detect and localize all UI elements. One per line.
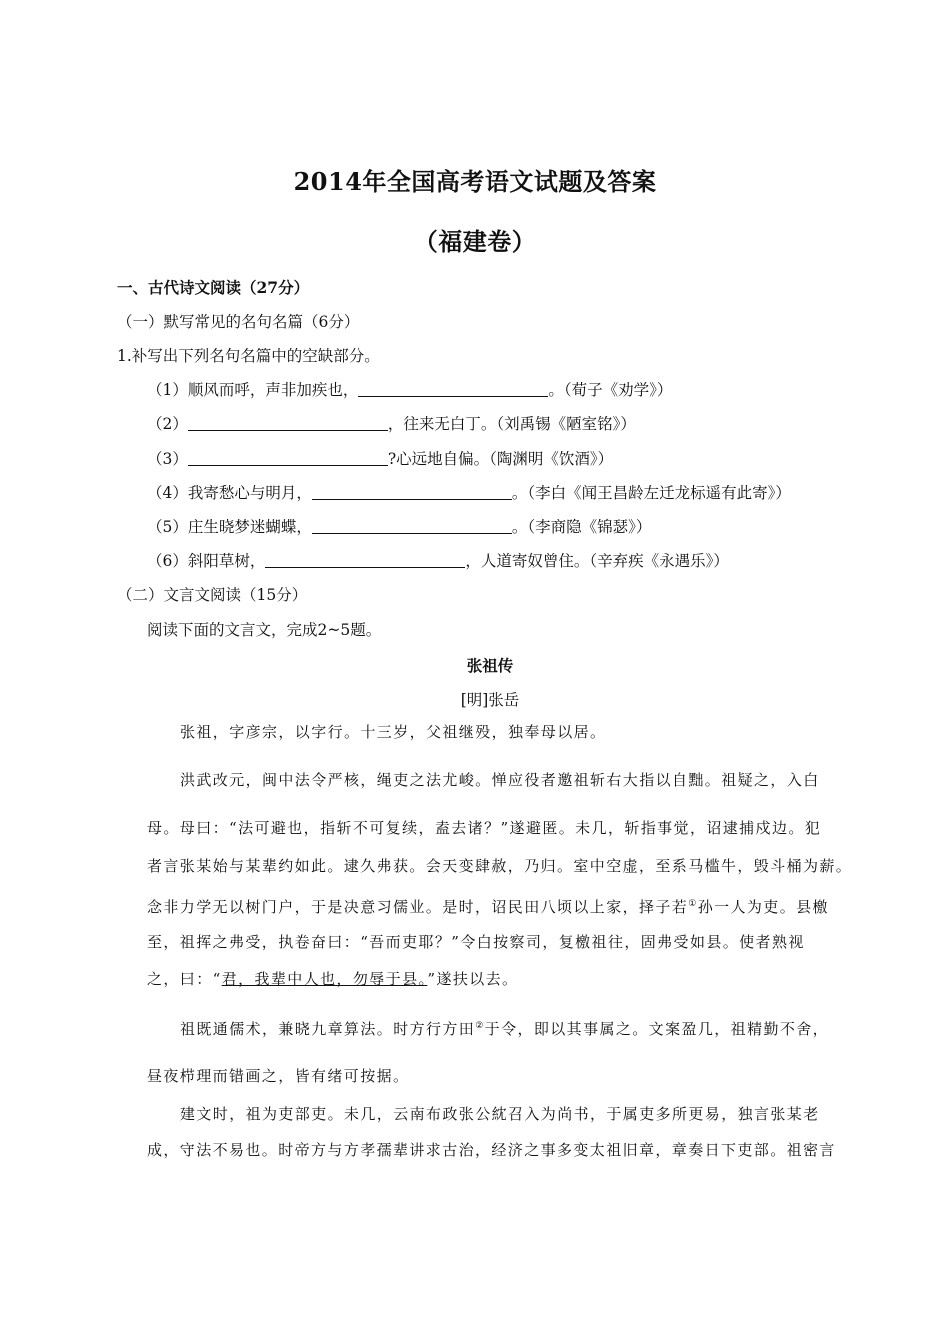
passage-paragraph-2-line-3: 者言张某始与某辈约如此。逮久弗获。会天变肆赦，乃归。室中空虚，至系马槛牛，毁斗桶为薪。 (147, 857, 853, 875)
section-heading: 一、古代诗文阅读（27分） (117, 278, 310, 297)
item-text-after: 。（李白《闻王昌龄左迁龙标遥有此寄》） (511, 484, 791, 502)
blank-item-1 (147, 380, 672, 400)
passage-paragraph-2-line-1: 洪武改元，闽中法令严核，绳吏之法尤峻。惮应役者邀祖斩右大指以自黜。祖疑之，入白 (180, 771, 820, 789)
blank-item-6 (147, 551, 729, 571)
item-number: （6） (147, 552, 188, 570)
part1-heading: （一）默写常见的名句名篇（6分） (117, 313, 360, 331)
blank-item-5 (147, 517, 651, 537)
item-text-after: ，人道寄奴曾住。（辛弃疾《永遇乐》） (465, 552, 729, 570)
answer-blank[interactable] (188, 450, 388, 466)
footnote-marker-2: ② (475, 1021, 485, 1031)
passage-paragraph-2-line-2: 母。母曰：“法可避也，指斩不可复续，盍去诸？”遂避匿。未几，斩指事觉，诏逮捕戍边。犯 (147, 819, 822, 837)
passage-paragraph-2-line-6 (147, 969, 837, 989)
text-segment: ”遂扶以去。 (427, 970, 519, 988)
item-number: （3） (147, 450, 188, 468)
passage-author: [明]张岳 (460, 691, 520, 709)
item-text-before: 顺风而呼，声非加疾也， (187, 381, 359, 399)
text-segment: 孙一人为吏。县檄 (697, 898, 829, 916)
item-text-before: 斜阳草树， (187, 552, 266, 570)
passage-paragraph-3-line-1 (180, 1016, 870, 1039)
item-number: （1） (147, 381, 188, 399)
item-number: （4） (147, 484, 188, 502)
item-text-after: 。（荀子《劝学》） (548, 381, 673, 399)
part2-instruction: 阅读下面的文言文，完成2~5题。 (147, 621, 382, 639)
question1-prompt: 1.补写出下列名句名篇中的空缺部分。 (117, 347, 380, 365)
item-text-before: 庄生晓梦迷蝴蝶， (187, 518, 312, 536)
item-text-before: 我寄愁心与明月， (187, 484, 312, 502)
item-text-after: ?心远地自偏。（陶渊明《饮酒》） (387, 450, 614, 468)
item-number: （5） (147, 518, 188, 536)
answer-blank[interactable] (358, 381, 548, 397)
text-segment: 祖既通儒术，兼晓九章算法。时方行方田 (180, 1020, 476, 1038)
passage-paragraph-3-line-2: 昼夜栉理而错画之，皆有绪可按据。 (147, 1067, 410, 1085)
item-text-after: ，往来无白丁。（刘禹锡《陋室铭》） (387, 415, 636, 433)
text-segment: 之，曰：“ (147, 970, 222, 988)
blank-item-4 (147, 483, 791, 503)
footnote-marker-1: ① (688, 899, 698, 909)
blank-item-3 (147, 449, 613, 469)
answer-blank[interactable] (265, 552, 465, 568)
text-segment: 念非力学无以树门户，于是决意习儒业。是时，诏民田八顷以上家，择子若 (147, 898, 689, 916)
passage-paragraph-1: 张祖，字彦宗，以字行。十三岁，父祖继殁，独奉母以居。 (180, 723, 607, 741)
document-subtitle: （福建卷） (413, 227, 537, 256)
document-title: 2014年全国高考语文试题及答案 (293, 167, 657, 196)
item-text-after: 。（李商隐《锦瑟》） (511, 518, 652, 536)
passage-paragraph-2-line-4 (147, 894, 837, 917)
text-segment: 于令，即以其事属之。文案盈几，祖精勤不舍， (484, 1020, 830, 1038)
blank-item-2 (147, 414, 636, 434)
passage-paragraph-4-line-2: 成，守法不易也。时帝方与方孝孺辈讲求古治，经济之事多变太祖旧章，章奏日下吏部。祖密言 (147, 1141, 836, 1159)
passage-paragraph-2-line-5: 至，祖挥之弗受，执卷奋曰：“吾而吏耶？”令白按察司，复檄祖往，固弗受如县。使者熟视 (147, 933, 805, 951)
answer-blank[interactable] (312, 484, 512, 500)
passage-title: 张祖传 (466, 656, 514, 675)
answer-blank[interactable] (312, 518, 512, 534)
item-number: （2） (147, 415, 188, 433)
answer-blank[interactable] (188, 415, 388, 431)
underlined-sentence: 君，我辈中人也，勿辱于县。 (221, 970, 428, 988)
passage-paragraph-4-line-1: 建文时，祖为吏部吏。未几，云南布政张公紞召入为尚书，于属吏多所更易，独言张某老 (180, 1105, 820, 1123)
part2-heading: （二）文言文阅读（15分） (117, 586, 308, 604)
